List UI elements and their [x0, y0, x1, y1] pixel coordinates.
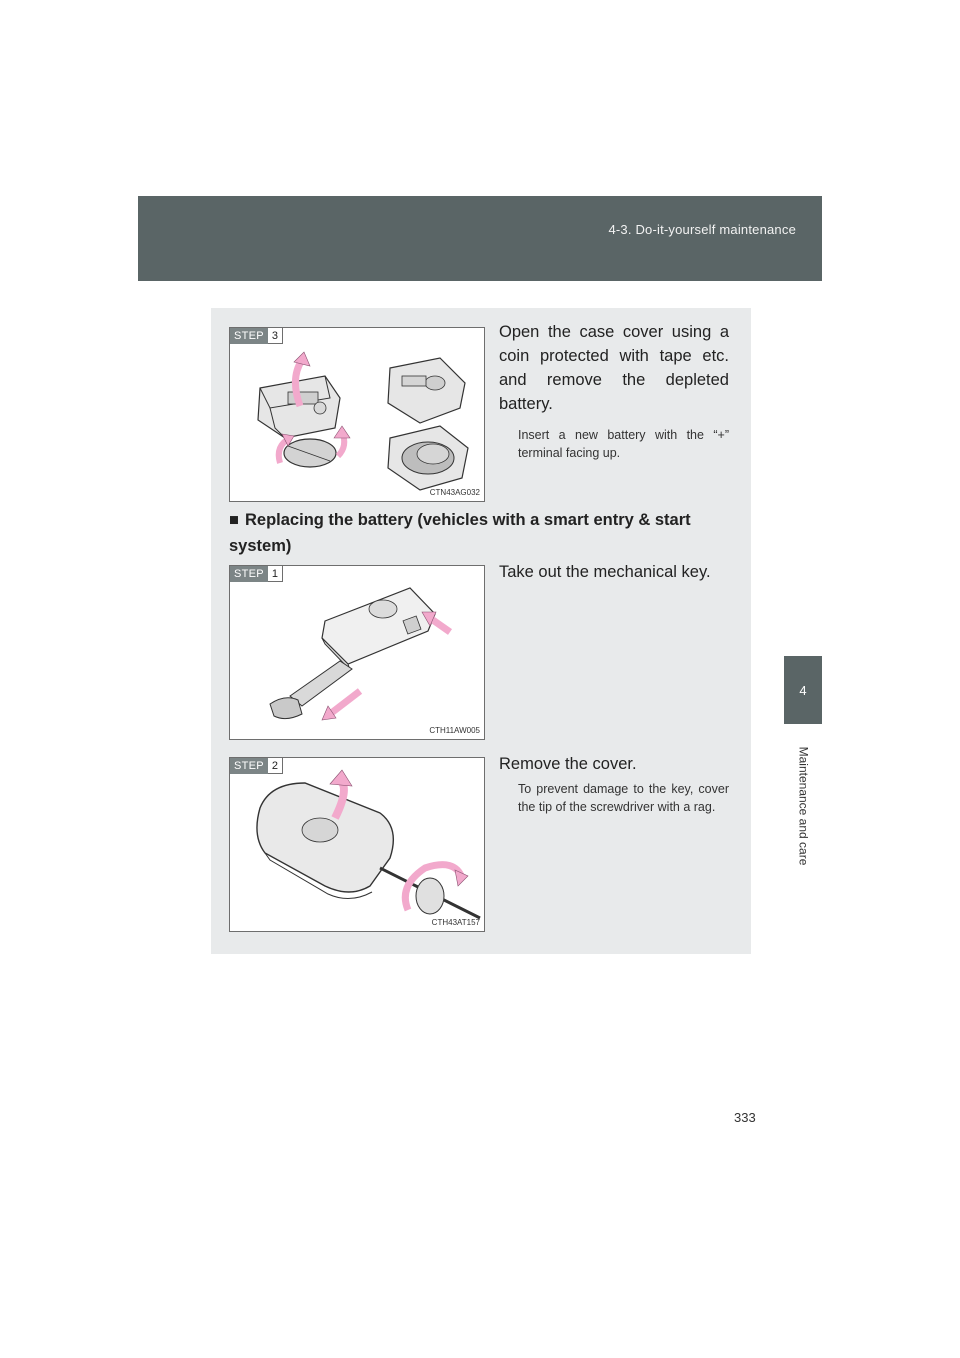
- instruction-take-out-key: Take out the mechanical key.: [499, 563, 711, 581]
- remove-cover-illustration: [230, 758, 485, 932]
- chapter-label-text: Maintenance and care: [796, 746, 810, 866]
- step-label: STEP: [230, 758, 268, 774]
- figure-code: CTH43AT157: [431, 918, 480, 927]
- figure-open-case-cover: [229, 327, 485, 502]
- figure-remove-cover: [229, 757, 485, 932]
- chapter-number: 4: [799, 682, 807, 698]
- section-heading-text: Replacing the battery (vehicles with a smart entry & start system): [229, 511, 691, 555]
- chapter-header-bar: [138, 196, 822, 281]
- note-protect-key: To prevent damage to the key, cover the tip of the screwdriver with a rag.: [518, 782, 729, 814]
- step-label: STEP: [230, 566, 268, 582]
- step-badge: [230, 758, 283, 774]
- mechanical-key-illustration: [230, 566, 485, 740]
- step-number: 3: [268, 328, 283, 344]
- step-number: 1: [268, 566, 283, 582]
- step-label: STEP: [230, 328, 268, 344]
- chapter-number-tab[interactable]: [784, 656, 822, 724]
- figure-take-out-key: [229, 565, 485, 740]
- figure-code: CTN43AG032: [429, 488, 480, 497]
- figure-code: CTH11AW005: [429, 726, 480, 735]
- page-number: 333: [734, 1110, 756, 1125]
- step-badge: [230, 328, 283, 344]
- step-badge: [230, 566, 283, 582]
- chapter-side-label: [784, 726, 822, 886]
- note-insert-battery: Insert a new battery with the “+” terminal facing up.: [518, 428, 729, 460]
- chapter-section-title: 4-3. Do-it-yourself maintenance: [608, 222, 796, 237]
- step-number: 2: [268, 758, 283, 774]
- instruction-open-case: Open the case cover using a coin protected with tape etc. and remove the depleted battery.: [499, 323, 729, 413]
- instruction-remove-cover: Remove the cover.: [499, 755, 637, 773]
- section-bullet: ■: [229, 511, 239, 529]
- section-heading: [229, 507, 729, 559]
- key-case-illustration: [230, 328, 485, 502]
